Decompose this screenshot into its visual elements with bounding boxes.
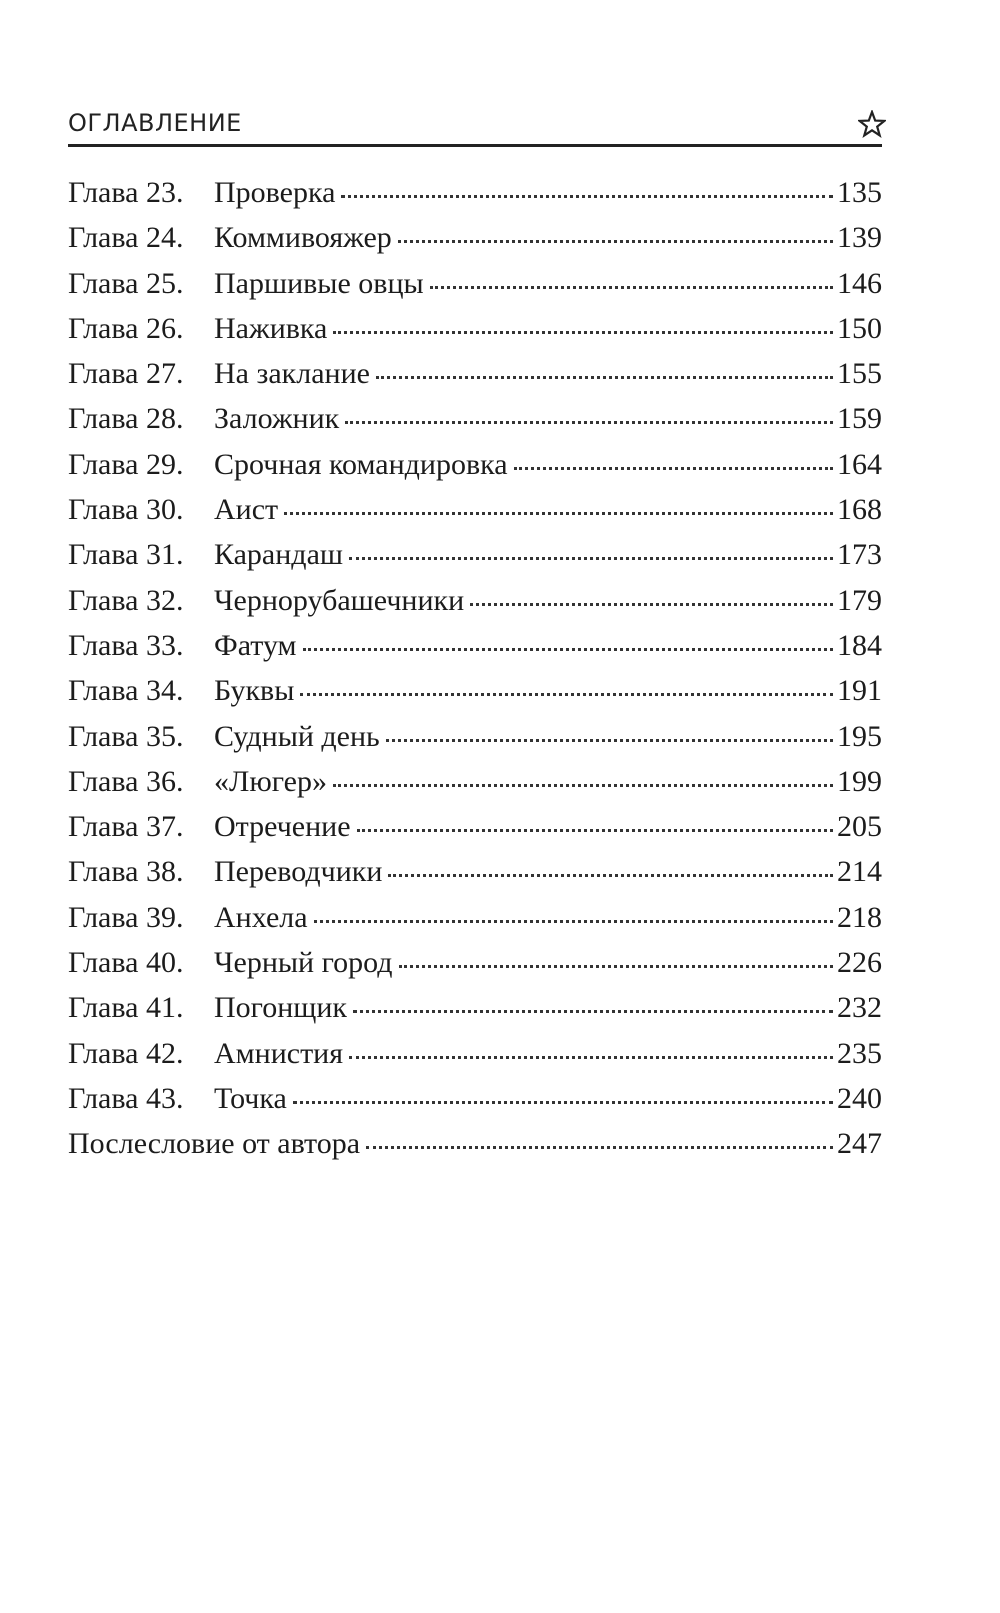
chapter-title: Амнистия — [214, 1036, 344, 1070]
chapter-number: Глава 41. — [68, 991, 184, 1025]
chapter-title: Буквы — [214, 674, 295, 708]
chapter-number: Глава 31. — [68, 538, 184, 572]
page-number: 226 — [837, 946, 882, 980]
table-of-contents — [68, 170, 882, 1167]
toc-entry — [68, 1031, 882, 1076]
chapter-number: Глава 37. — [68, 810, 184, 844]
chapter-number: Глава 25. — [68, 266, 184, 300]
dot-leader — [349, 1056, 833, 1059]
dot-leader — [430, 286, 833, 289]
toc-entry — [68, 306, 882, 351]
page-number: 164 — [837, 447, 882, 481]
page-number: 150 — [837, 311, 882, 345]
dot-leader — [303, 648, 833, 651]
page-number: 184 — [837, 628, 882, 662]
page-header — [68, 104, 882, 147]
toc-entry — [68, 351, 882, 396]
dot-leader — [345, 421, 833, 424]
chapter-title: Черный город — [214, 946, 393, 980]
toc-entry — [68, 1076, 882, 1121]
chapter-title: Судный день — [214, 719, 380, 753]
toc-entry — [68, 578, 882, 623]
chapter-title: Чернорубашечники — [214, 583, 465, 617]
dot-leader — [376, 376, 833, 379]
chapter-number: Глава 24. — [68, 221, 184, 255]
chapter-title: Переводчики — [214, 855, 383, 889]
chapter-number: Глава 23. — [68, 176, 184, 209]
page-number: 191 — [837, 674, 882, 708]
chapter-number: Глава 35. — [68, 719, 184, 753]
dot-leader — [314, 920, 833, 923]
dot-leader — [386, 739, 833, 742]
dot-leader — [333, 331, 833, 334]
chapter-number: Глава 39. — [68, 900, 184, 934]
page-number: 199 — [837, 764, 882, 798]
chapter-number: Глава 32. — [68, 583, 184, 617]
chapter-title: Срочная командировка — [214, 447, 508, 481]
page-number: 173 — [837, 538, 882, 572]
toc-entry — [68, 623, 882, 668]
page-number: 139 — [837, 221, 882, 255]
chapter-title: Отречение — [214, 810, 351, 844]
chapter-number: Глава 40. — [68, 946, 184, 980]
toc-entry — [68, 985, 882, 1030]
toc-entry — [68, 487, 882, 532]
chapter-number: Глава 42. — [68, 1036, 184, 1070]
dot-leader — [366, 1146, 833, 1149]
dot-leader — [333, 784, 833, 787]
page-number: 218 — [837, 900, 882, 934]
page-number: 195 — [837, 719, 882, 753]
dot-leader — [399, 965, 833, 968]
toc-entry — [68, 895, 882, 940]
toc-entry — [68, 940, 882, 985]
chapter-title: Паршивые овцы — [214, 266, 424, 300]
dot-leader — [349, 557, 833, 560]
chapter-number: Глава 26. — [68, 311, 184, 345]
page-number: 155 — [837, 357, 882, 391]
chapter-number: Глава 27. — [68, 357, 184, 391]
toc-entry — [68, 442, 882, 487]
page-number: 240 — [837, 1081, 882, 1115]
toc-entry — [68, 849, 882, 894]
toc-entry — [68, 1121, 882, 1166]
chapter-number: Глава 30. — [68, 493, 184, 527]
dot-leader — [357, 829, 833, 832]
chapter-title: На заклание — [214, 357, 370, 391]
chapter-title: Карандаш — [214, 538, 343, 572]
chapter-title: Послесловие от автора — [68, 1127, 361, 1161]
toc-entry — [68, 668, 882, 713]
toc-entry — [68, 261, 882, 306]
toc-entry — [68, 759, 882, 804]
page-number: 214 — [837, 855, 882, 889]
dot-leader — [353, 1010, 833, 1013]
toc-entry — [68, 532, 882, 577]
dot-leader — [470, 603, 833, 606]
page-number: 247 — [837, 1127, 882, 1161]
page-number: 146 — [837, 266, 882, 300]
chapter-title: «Люгер» — [214, 764, 327, 798]
chapter-number: Глава 33. — [68, 628, 184, 662]
dot-leader — [284, 512, 833, 515]
chapter-number: Глава 34. — [68, 674, 184, 708]
page-title: ОГЛАВЛЕНИЕ — [68, 109, 242, 137]
chapter-number: Глава 28. — [68, 402, 184, 436]
star-outline-icon — [858, 110, 886, 138]
chapter-number: Глава 29. — [68, 447, 184, 481]
dot-leader — [388, 874, 833, 877]
chapter-title: Аист — [214, 493, 279, 527]
chapter-title: Фатум — [214, 628, 297, 662]
page-number: 179 — [837, 583, 882, 617]
chapter-title: Проверка — [214, 176, 336, 209]
chapter-title: Погонщик — [214, 991, 348, 1025]
dot-leader — [514, 467, 833, 470]
page-number: 135 — [837, 176, 882, 209]
page-number: 232 — [837, 991, 882, 1025]
chapter-number: Глава 38. — [68, 855, 184, 889]
dot-leader — [398, 240, 833, 243]
dot-leader — [300, 693, 833, 696]
chapter-title: Точка — [214, 1081, 287, 1115]
toc-entry — [68, 396, 882, 441]
toc-entry — [68, 215, 882, 260]
chapter-number: Глава 43. — [68, 1081, 184, 1115]
page-number: 205 — [837, 810, 882, 844]
page-number: 235 — [837, 1036, 882, 1070]
chapter-title: Заложник — [214, 402, 340, 436]
page-number: 168 — [837, 493, 882, 527]
dot-leader — [293, 1101, 833, 1104]
chapter-number: Глава 36. — [68, 764, 184, 798]
page-number: 159 — [837, 402, 882, 436]
chapter-title: Наживка — [214, 311, 328, 345]
toc-entry — [68, 804, 882, 849]
chapter-title: Анхела — [214, 900, 308, 934]
toc-entry — [68, 714, 882, 759]
dot-leader — [341, 195, 833, 198]
toc-entry — [68, 170, 882, 215]
chapter-title: Коммивояжер — [214, 221, 392, 255]
